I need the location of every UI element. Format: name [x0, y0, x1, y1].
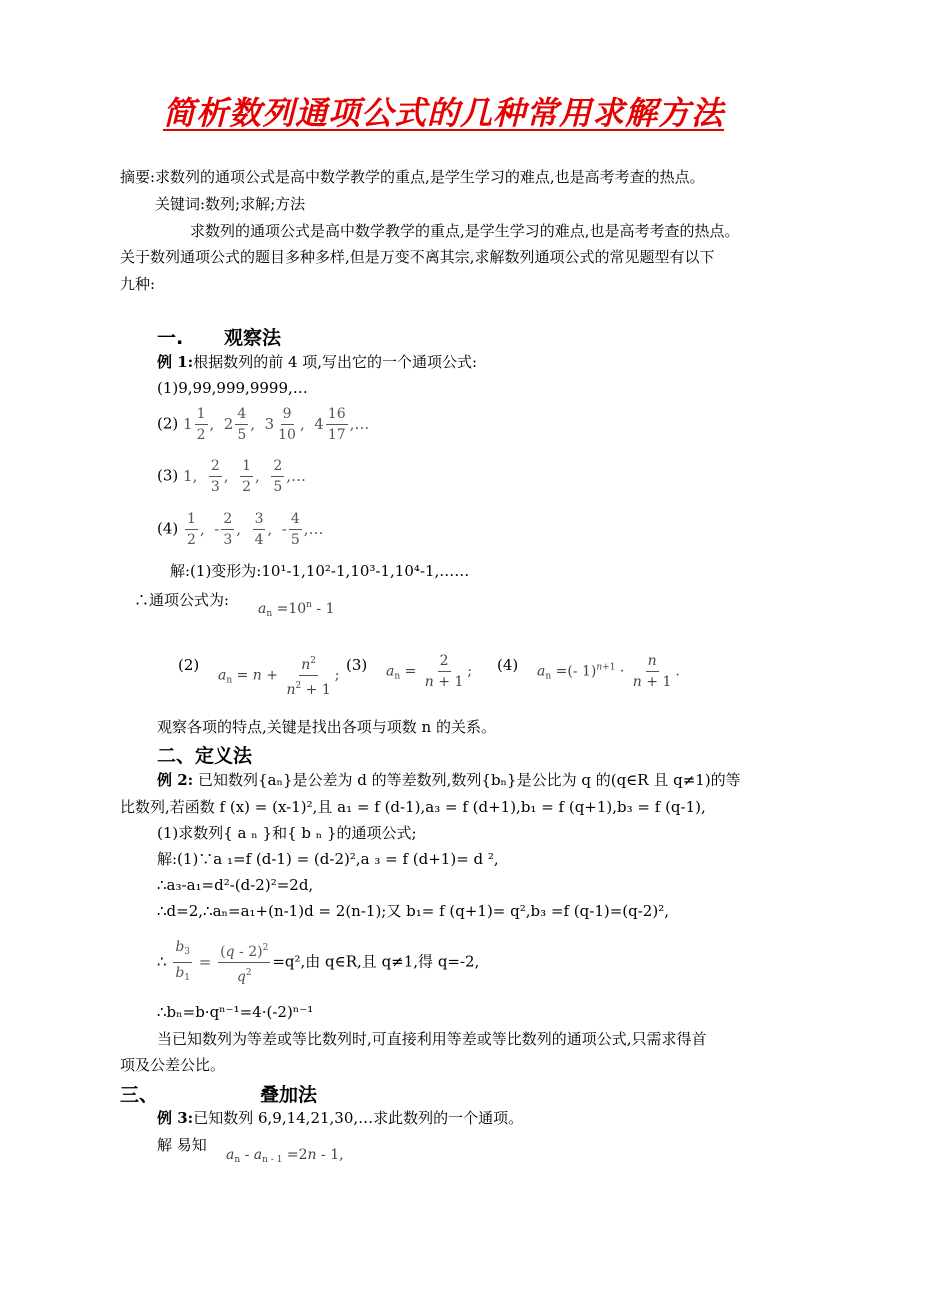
example-1-text: 根据数列的前 4 项,写出它的一个通项公式:	[193, 353, 478, 371]
section-2-heading: 二、定义法	[157, 745, 253, 767]
formula-difference: $a_n - a_{n - 1} =2n - 1$,	[226, 1147, 344, 1165]
formula-2-label: (2)	[178, 656, 200, 674]
item-4-label: (4)	[157, 519, 179, 538]
formula-an-4: $a_n$ =(- 1)$^{n+1}$ · $\frac{n}{n + 1}$ .	[537, 653, 680, 690]
item-4-expression: $\frac{1}{2}$ , - $\frac{2}{3}$ , $\frac{3}{4}$ , - $\frac{4}{5}$ ,…	[187, 511, 324, 548]
example-2-line-1	[157, 770, 741, 790]
formula-4-label: (4)	[497, 656, 519, 674]
example-3-text: 已知数列 6,9,14,21,30,…求此数列的一个通项。	[193, 1109, 524, 1127]
ratio-result: =q²,由 q∈R,且 q≠1,得 q=-2,	[272, 952, 480, 971]
item-2-label: (2)	[157, 414, 179, 433]
section-1-number: 一.	[157, 327, 184, 349]
example-2-line-5: ∴a₃-a₁=d²-(d-2)²=2d,	[157, 876, 314, 894]
example-2-line-8: ∴bₙ=b·qⁿ⁻¹=4·(-2)ⁿ⁻¹	[157, 1003, 314, 1021]
example-2-label: 例 2:	[157, 771, 194, 789]
abstract: 摘要:求数列的通项公式是高中数学教学的重点,是学生学习的难点,也是高考考查的热点。	[120, 168, 705, 186]
example-1-note: 观察各项的特点,关键是找出各项与项数 n 的关系。	[157, 718, 496, 736]
therefore-formula-label: ∴通项公式为:	[134, 591, 230, 609]
example-3-solution: 解 易知	[157, 1136, 207, 1154]
section-3-heading: 叠加法	[260, 1084, 318, 1106]
item-3-expression: 1, $\frac{2}{3}$ , $\frac{1}{2}$ , $\frac{2}{5}$ ,…	[183, 458, 307, 495]
formula-an-3: $a_n$ = $\frac{2}{n + 1}$ ;	[386, 653, 473, 690]
section-1-heading: 观察法	[224, 327, 282, 349]
example-1-item-1: (1)9,99,999,9999,…	[157, 379, 308, 397]
example-1-item-3	[157, 457, 306, 496]
example-2-line-3: (1)求数列{ a ₙ }和{ b ₙ }的通项公式;	[157, 824, 417, 842]
example-2-line-6: ∴d=2,∴aₙ=a₁+(n-1)d = 2(n-1);又 b₁= f (q+1)= q²,b₃ =f (q-1)=(q-2)²,	[157, 902, 669, 920]
ratio-formula: $\frac{b_3}{b_1}$ = $\frac{(q - 2)^2}{q^2}$	[175, 939, 269, 985]
example-2-line-2: 比数列,若函数 f (x) = (x-1)²,且 a₁ = f (d-1),a₃ = f (d+1),b₁ = f (q+1),b₃ = f (q-1),	[120, 798, 706, 816]
example-1	[157, 352, 477, 372]
example-2-line-7	[157, 938, 479, 987]
example-1-item-2	[157, 405, 369, 444]
item-3-label: (3)	[157, 466, 179, 485]
formula-an-1: $a_n =10^n - 1$	[258, 600, 335, 619]
intro-line-2: 关于数列通项公式的题目多种多样,但是万变不离其宗,求解数列通项公式的常见题型有以下	[120, 248, 715, 266]
example-2-text-1: 已知数列{aₙ}是公差为 d 的等差数列,数列{bₙ}是公比为 q 的(q∈R 且 q≠1)的等	[197, 771, 741, 789]
item-2-expression: 1 $\frac{1}{2}$ , 2 $\frac{4}{5}$ , 3 $\frac{9}{10}$ , 4 $\frac{16}{17}$ ,…	[183, 406, 370, 443]
section-3-number: 三、	[120, 1084, 159, 1106]
example-3	[157, 1108, 523, 1128]
example-1-item-4	[157, 510, 324, 549]
example-2-note-2: 项及公差公比。	[120, 1056, 226, 1074]
intro-line-1: 求数列的通项公式是高中数学教学的重点,是学生学习的难点,也是高考考查的热点。	[190, 222, 740, 240]
formula-3-label: (3)	[346, 656, 368, 674]
example-2-note-1: 当已知数列为等差或等比数列时,可直接利用等差或等比数列的通项公式,只需求得首	[157, 1030, 707, 1048]
example-1-solution: 解:(1)变形为:10¹-1,10²-1,10³-1,10⁴-1,……	[170, 562, 470, 580]
formula-an-2: $a_n = n$ + $\frac{n^2}{n^2 + 1}$ ;	[218, 652, 340, 699]
intro-line-3: 九种:	[120, 275, 156, 293]
example-2-line-4: 解:(1)∵a ₁=f (d-1) = (d-2)²,a ₃ = f (d+1)= d ²,	[157, 850, 499, 868]
document-title: 简析数列通项公式的几种常用求解方法	[163, 94, 725, 132]
example-3-label: 例 3:	[157, 1109, 194, 1127]
example-1-label: 例 1:	[157, 353, 194, 371]
keywords: 关键词:数列;求解;方法	[155, 195, 306, 213]
therefore-symbol: ∴	[157, 952, 167, 971]
